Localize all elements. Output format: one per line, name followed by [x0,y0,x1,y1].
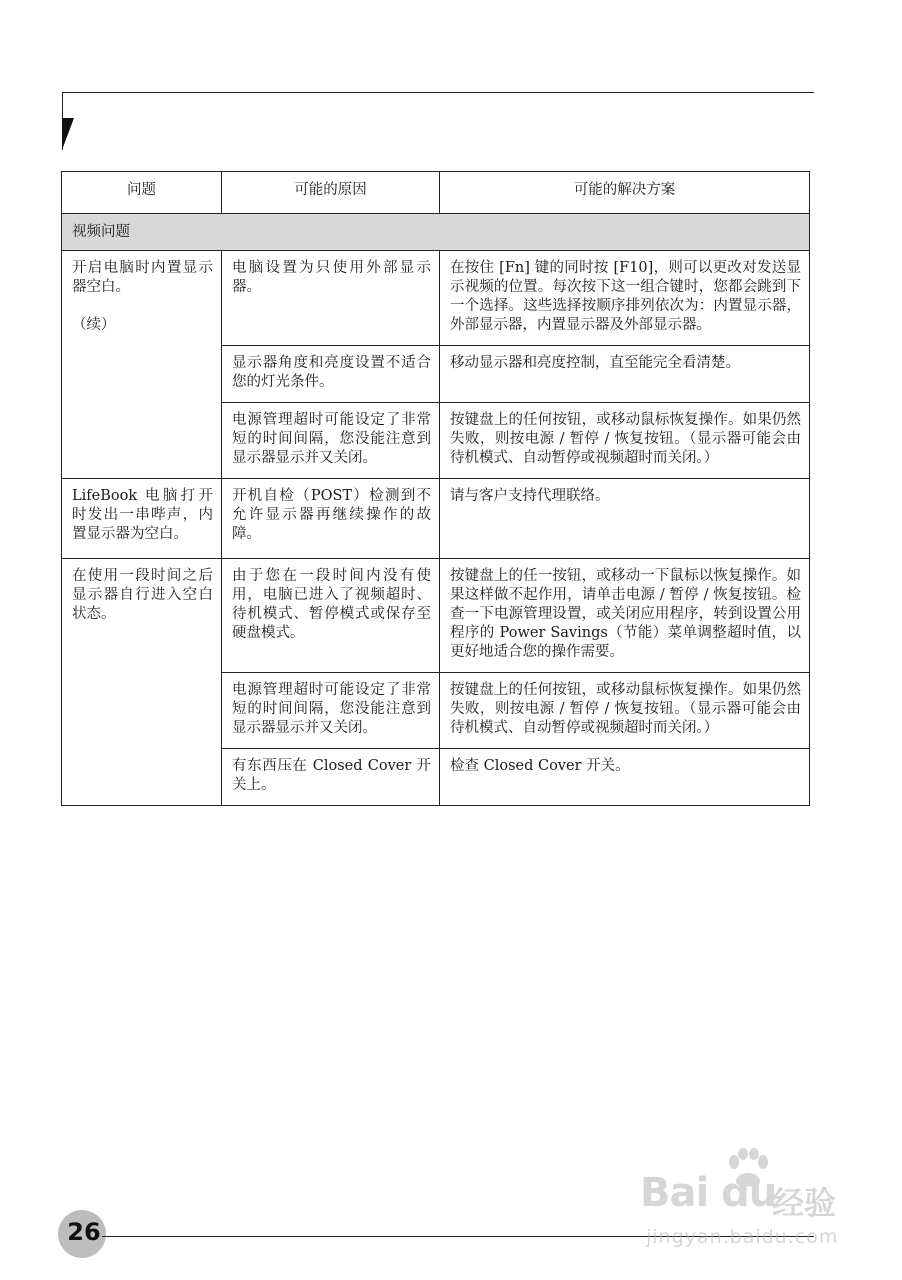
problem-cell: LifeBook 电脑打开时发出一串哔声，内置显示器为空白。 [62,479,222,559]
cause-cell: 开机自检（POST）检测到不允许显示器再继续操作的故障。 [222,479,440,559]
solution-cell: 请与客户支持代理联络。 [440,479,810,559]
watermark-tag: 经验 [772,1184,837,1222]
solution-cell: 在按住 [Fn] 键的同时按 [F10]，则可以更改对发送显示视频的位置。每次按下这一组合键时，您都会跳到下一个选择。这些选择按顺序排列依次为：内置显示器，外部显示器，内置显示器及外部显示器。 [440,251,810,346]
cause-cell: 有东西压在 Closed Cover 开关上。 [222,749,440,806]
page-number: 26 [67,1218,101,1246]
solution-cell: 移动显示器和亮度控制，直至能完全看清楚。 [440,346,810,403]
baidu-jingyan-watermark [640,1148,890,1258]
section-title: 视频问题 [62,214,810,251]
table-row [62,251,810,346]
header-cause: 可能的原因 [222,172,440,210]
table-row [62,479,810,559]
table-row [62,559,810,673]
continued-note: （续） [72,317,116,333]
section-row [62,214,810,251]
cause-cell: 电脑设置为只使用外部显示器。 [222,251,440,346]
watermark-brand: Bai du [640,1170,777,1216]
header-rule [62,92,814,93]
header-solution: 可能的解决方案 [440,172,810,210]
problem-cell: 在使用一段时间之后显示器自行进入空白状态。 [62,559,222,806]
solution-cell: 按键盘上的任何按钮，或移动鼠标恢复操作。如果仍然失败，则按电源 / 暂停 / 恢复按钮。（显示器可能会由待机模式、自动暂停或视频超时而关闭。） [440,673,810,749]
problem-cell [62,251,222,479]
watermark-url: jingyan.baidu.com [646,1226,839,1248]
header-problem: 问题 [62,172,222,210]
cause-cell: 电源管理超时可能设定了非常短的时间间隔，您没能注意到显示器显示并又关闭。 [222,403,440,479]
cause-cell: 显示器角度和亮度设置不适合您的灯光条件。 [222,346,440,403]
solution-cell: 按键盘上的任何按钮，或移动鼠标恢复操作。如果仍然失败，则按电源 / 暂停 / 恢复按钮。（显示器可能会由待机模式、自动暂停或视频超时而关闭。） [440,403,810,479]
solution-cell: 检查 Closed Cover 开关。 [440,749,810,806]
cause-cell: 由于您在一段时间内没有使用，电脑已进入了视频超时、待机模式、暂停模式或保存至硬盘模式。 [222,559,440,673]
problem-text: 开启电脑时内置显示器空白。 [72,260,213,295]
cause-cell: 电源管理超时可能设定了非常短的时间间隔，您没能注意到显示器显示并又关闭。 [222,673,440,749]
header-tab-marker [62,118,74,150]
table-header-row [62,172,810,210]
troubleshooting-table [61,171,810,806]
solution-cell: 按键盘上的任一按钮，或移动一下鼠标以恢复操作。如果这样做不起作用，请单击电源 / 暂停 / 恢复按钮。检查一下电源管理设置，或关闭应用程序，转到设置公用程序的 Power Savings（节能）菜单调整超时值，以更好地适合您的操作需要。 [440,559,810,673]
